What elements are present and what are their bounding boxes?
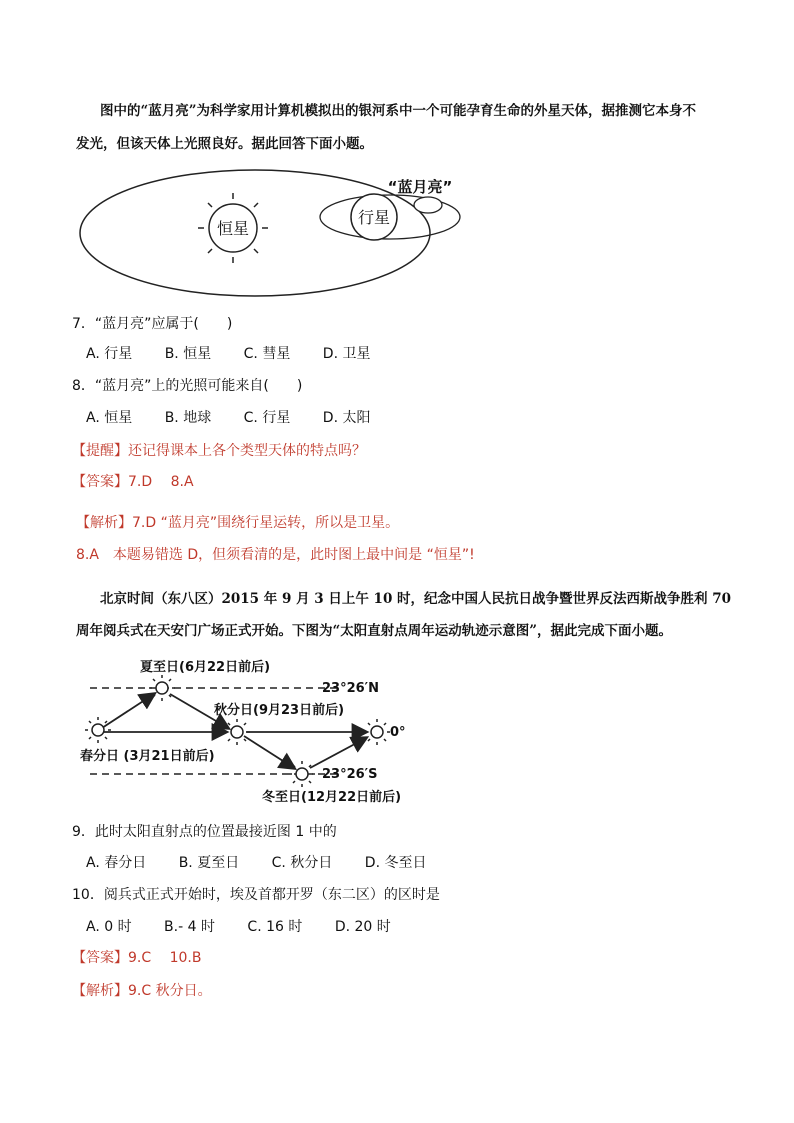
q8-option-c[interactable]: C. 行星	[243, 410, 291, 426]
q7-option-d[interactable]: D. 卫星	[322, 346, 371, 362]
arrow-autumn-winter	[244, 736, 294, 768]
answer2-row	[72, 948, 201, 968]
subsolar-diagram	[80, 650, 420, 810]
blue-moon-icon	[414, 197, 442, 213]
arrow-winter-spring	[310, 738, 366, 768]
sun-icon-spring-next	[364, 719, 390, 745]
q7-option-c[interactable]: C. 彗星	[243, 346, 291, 362]
hint-row	[72, 441, 366, 461]
lat-0-label: 0°	[390, 725, 406, 740]
q8-stem: 8．“蓝月亮”上的光照可能来自( )	[72, 378, 303, 394]
analysis2-tag: 【解析】	[72, 983, 128, 999]
star-label: 恒星	[216, 219, 250, 238]
blue-moon-label: “蓝月亮”	[387, 178, 453, 196]
q10-option-d[interactable]: D. 20 时	[334, 919, 391, 935]
spring-label: 春分日 (3月21日前后)	[80, 749, 215, 764]
q9-option-d[interactable]: D. 冬至日	[364, 855, 427, 871]
q9-stem: 9．此时太阳直射点的位置最接近图 1 中的	[72, 824, 337, 840]
q8-option-a[interactable]: A. 恒星	[86, 410, 133, 426]
q9-option-c[interactable]: C. 秋分日	[271, 855, 333, 871]
passage1-line2: 发光，但该天体上光照良好。据此回答下面小题。	[76, 136, 373, 152]
q9-option-a[interactable]: A. 春分日	[86, 855, 147, 871]
planet-label: 行星	[357, 208, 391, 227]
q10-option-b[interactable]: B.- 4 时	[164, 919, 215, 935]
analysis1-row	[76, 513, 399, 533]
q7-option-a[interactable]: A. 行星	[86, 346, 133, 362]
answer1-row	[72, 472, 194, 492]
orbit-diagram	[70, 165, 490, 307]
q9-option-b[interactable]: B. 夏至日	[178, 855, 240, 871]
answer1-tag: 【答案】	[72, 474, 128, 490]
q8-option-b[interactable]: B. 地球	[164, 410, 212, 426]
sun-icon-spring	[85, 717, 111, 743]
arrow-spring-summer	[102, 694, 154, 728]
hint-tag: 【提醒】	[72, 443, 128, 459]
passage2-line1: 北京时间（东八区）2015 年 9 月 3 日上午 10 时，纪念中国人民抗日战争暨世界反法西斯战争胜利 70	[100, 591, 732, 607]
answer2-text: 9.C 10.B	[128, 950, 202, 966]
q8-option-d[interactable]: D. 太阳	[322, 410, 371, 426]
q10-option-a[interactable]: A. 0 时	[86, 919, 132, 935]
analysis1-line1: 7.D “蓝月亮”围绕行星运转，所以是卫星。	[132, 515, 400, 531]
passage2-line2: 周年阅兵式在天安门广场正式开始。下图为“太阳直射点周年运动轨迹示意图”，据此完成下面小题。	[76, 623, 673, 639]
lat-n-label: 23°26′N	[322, 681, 379, 696]
autumn-label: 秋分日(9月23日前后)	[214, 703, 345, 718]
winter-label: 冬至日(12月22日前后)	[262, 790, 402, 805]
hint-text: 还记得课本上各个类型天体的特点吗？	[128, 443, 366, 459]
passage1-line1: 图中的“蓝月亮”为科学家用计算机模拟出的银河系中一个可能孕育生命的外星天体，据推测它本身不	[100, 103, 697, 119]
q9-options	[86, 853, 454, 873]
q7-options	[86, 344, 398, 364]
analysis2-text: 9.C 秋分日。	[128, 983, 212, 999]
q7-stem: 7．“蓝月亮”应属于( )	[72, 316, 233, 332]
q10-stem: 10．阅兵式正式开始时，埃及首都开罗（东二区）的区时是	[72, 887, 440, 903]
analysis1-tag: 【解析】	[76, 515, 132, 531]
q10-option-c[interactable]: C. 16 时	[247, 919, 303, 935]
lat-s-label: 23°26′S	[322, 767, 378, 782]
answer2-tag: 【答案】	[72, 950, 128, 966]
answer1-text: 7.D 8.A	[128, 474, 194, 490]
q8-options	[86, 408, 398, 428]
analysis1-line2: 8.A 本题易错选 D，但须看清的是，此时图上最中间是 “恒星”!	[76, 547, 475, 563]
q10-options	[86, 917, 419, 937]
analysis2-row	[72, 981, 212, 1001]
summer-label: 夏至日(6月22日前后)	[140, 660, 271, 675]
q7-option-b[interactable]: B. 恒星	[164, 346, 212, 362]
